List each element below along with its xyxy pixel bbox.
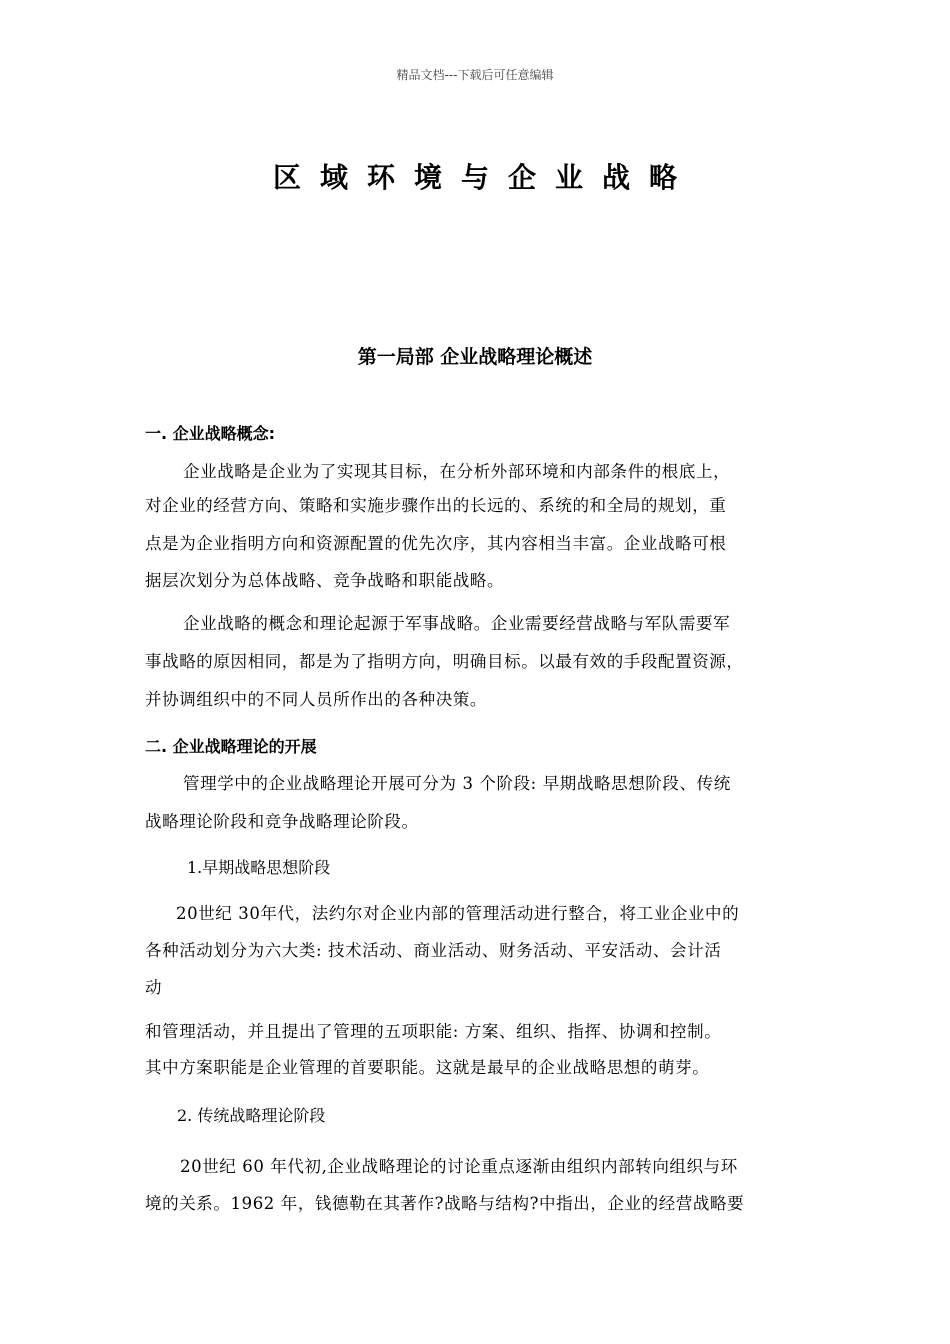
paragraph-line: 事战略的原因相同，都是为了指明方向，明确目标。以最有效的手段配置资源， [145,652,744,671]
section-1-heading: 一. 企业战略概念: [145,424,276,443]
document-title: 区域环境与企业战略 [272,161,696,194]
paragraph-line: 20世纪 30年代，法约尔对企业内部的管理活动进行整合，将工业企业中的 [176,904,740,923]
paragraph-line: 境的关系。1962 年，钱德勒在其著作?战略与结构?中指出，企业的经营战略要 [145,1194,745,1213]
paragraph-line: 点是为企业指明方向和资源配置的优先次序，其内容相当丰富。企业战略可根 [145,534,727,553]
section-2-heading: 二. 企业战略理论的开展 [145,737,317,756]
part-title: 第一局部 企业战略理论概述 [357,346,593,368]
watermark-header: 精品文档---下载后可任意编辑 [396,68,554,82]
paragraph-line: 动 [145,978,163,997]
paragraph-line: 管理学中的企业战略理论开展可分为 3 个阶段: 早期战略思想阶段、传统 [183,774,731,793]
paragraph-line: 企业战略是企业为了实现其目标，在分析外部环境和内部条件的根底上， [183,462,731,481]
paragraph-line: 各种活动划分为六大类: 技术活动、商业活动、财务活动、平安活动、会计活 [145,941,722,960]
paragraph-line: 并协调组织中的不同人员所作出的各种决策。 [145,690,487,709]
paragraph-line: 企业战略的概念和理论起源于军事战略。企业需要经营战略与军队需要军 [183,614,731,633]
paragraph-line: 战略理论阶段和竞争战略理论阶段。 [145,812,419,831]
subsection-1-title: 1.早期战略思想阶段 [187,858,331,877]
paragraph-line: 对企业的经营方向、策略和实施步骤作出的长远的、系统的和全局的规划，重 [145,496,727,515]
paragraph-line: 据层次划分为总体战略、竞争战略和职能战略。 [145,571,505,590]
paragraph-line: 20世纪 60 年代初,企业战略理论的讨论重点逐渐由组织内部转向组织与环 [180,1157,738,1176]
paragraph-line: 其中方案职能是企业管理的首要职能。这就是最早的企业战略思想的萌芽。 [145,1058,710,1077]
paragraph-line: 和管理活动，并且提出了管理的五项职能: 方案、组织、指挥、协调和控制。 [145,1022,722,1041]
subsection-2-title: 2. 传统战略理论阶段 [177,1106,326,1125]
